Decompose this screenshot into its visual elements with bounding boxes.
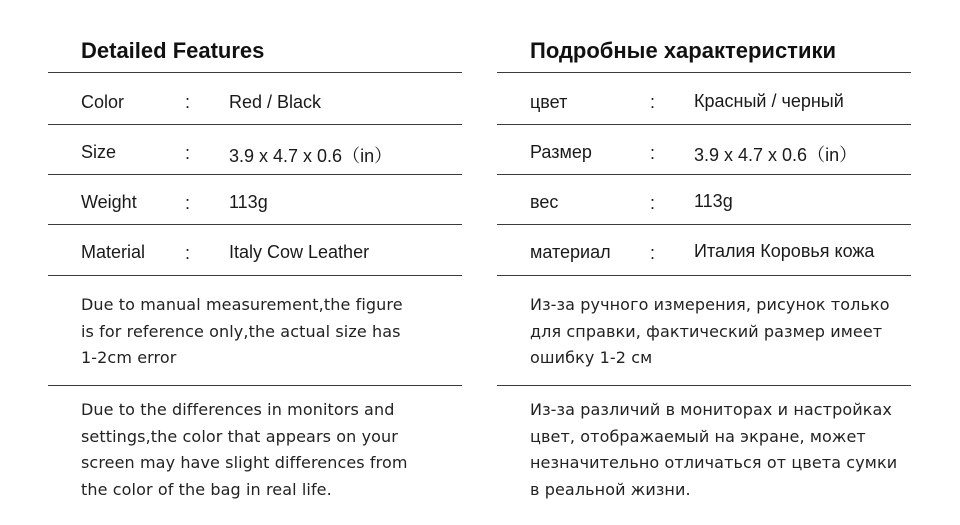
spec-label: Размер: [530, 142, 592, 162]
spec-row-weight: [48, 175, 462, 225]
note-line: незначительно отличаться от цвета сумки: [530, 453, 898, 472]
note-line: в реальной жизни.: [530, 479, 691, 499]
spec-separator: :: [185, 92, 191, 112]
spec-separator: :: [650, 92, 656, 112]
spec-label: материал: [530, 242, 611, 262]
spec-row-size: [497, 125, 911, 175]
note-line: цвет, отображаемый на экране, может: [530, 426, 866, 446]
spec-value: Italy Cow Leather: [229, 242, 370, 262]
divider: [497, 275, 911, 276]
note-line: Из-за ручного измерения, рисунок только: [530, 295, 890, 314]
spec-row-weight: [497, 175, 911, 225]
spec-value: 113g: [694, 191, 733, 211]
spec-value: Red / Black: [229, 92, 322, 112]
spec-row-color: [48, 73, 462, 123]
note-line: Due to manual measurement,the figure: [81, 295, 403, 314]
measurement-note: [530, 292, 910, 372]
note-line: screen may have slight differences from: [81, 453, 408, 472]
spec-row-size: [48, 125, 462, 175]
note-line: Due to the differences in monitors and: [81, 400, 395, 419]
spec-separator: :: [650, 243, 656, 263]
spec-label: Material: [81, 242, 146, 262]
note-line: is for reference only,the actual size has: [81, 321, 401, 341]
divider: [48, 385, 462, 386]
spec-row-material: [48, 225, 462, 275]
note-line: для справки, фактический размер имеет: [530, 321, 883, 341]
spec-value: 3.9 x 4.7 x 0.6（in）: [694, 145, 858, 165]
color-difference-note: [81, 397, 461, 503]
spec-label: Color: [81, 92, 125, 112]
spec-value: Италия Коровья кожа: [694, 241, 875, 261]
note-line: 1-2cm error: [81, 348, 177, 367]
spec-separator: :: [185, 193, 191, 213]
spec-separator: :: [650, 193, 656, 213]
divider: [48, 275, 462, 276]
russian-title: Подробные характеристики: [530, 38, 837, 63]
english-title: Detailed Features: [81, 38, 265, 63]
spec-row-color: [497, 73, 911, 123]
measurement-note: [81, 292, 461, 372]
spec-value: Красный / черный: [694, 91, 844, 111]
spec-separator: :: [185, 143, 191, 163]
note-line: settings,the color that appears on your: [81, 426, 398, 446]
spec-separator: :: [650, 143, 656, 163]
spec-label: Weight: [81, 192, 137, 212]
spec-label: цвет: [530, 92, 568, 112]
spec-value: 3.9 x 4.7 x 0.6（in）: [229, 146, 393, 166]
spec-value: 113g: [229, 192, 268, 212]
spec-label: Size: [81, 142, 117, 162]
note-line: Из-за различий в мониторах и настройках: [530, 400, 892, 419]
spec-label: вес: [530, 192, 559, 212]
spec-row-material: [497, 225, 911, 275]
spec-separator: :: [185, 243, 191, 263]
note-line: ошибку 1-2 см: [530, 348, 653, 367]
note-line: the color of the bag in real life.: [81, 479, 332, 499]
color-difference-note: [530, 397, 910, 503]
divider: [497, 385, 911, 386]
